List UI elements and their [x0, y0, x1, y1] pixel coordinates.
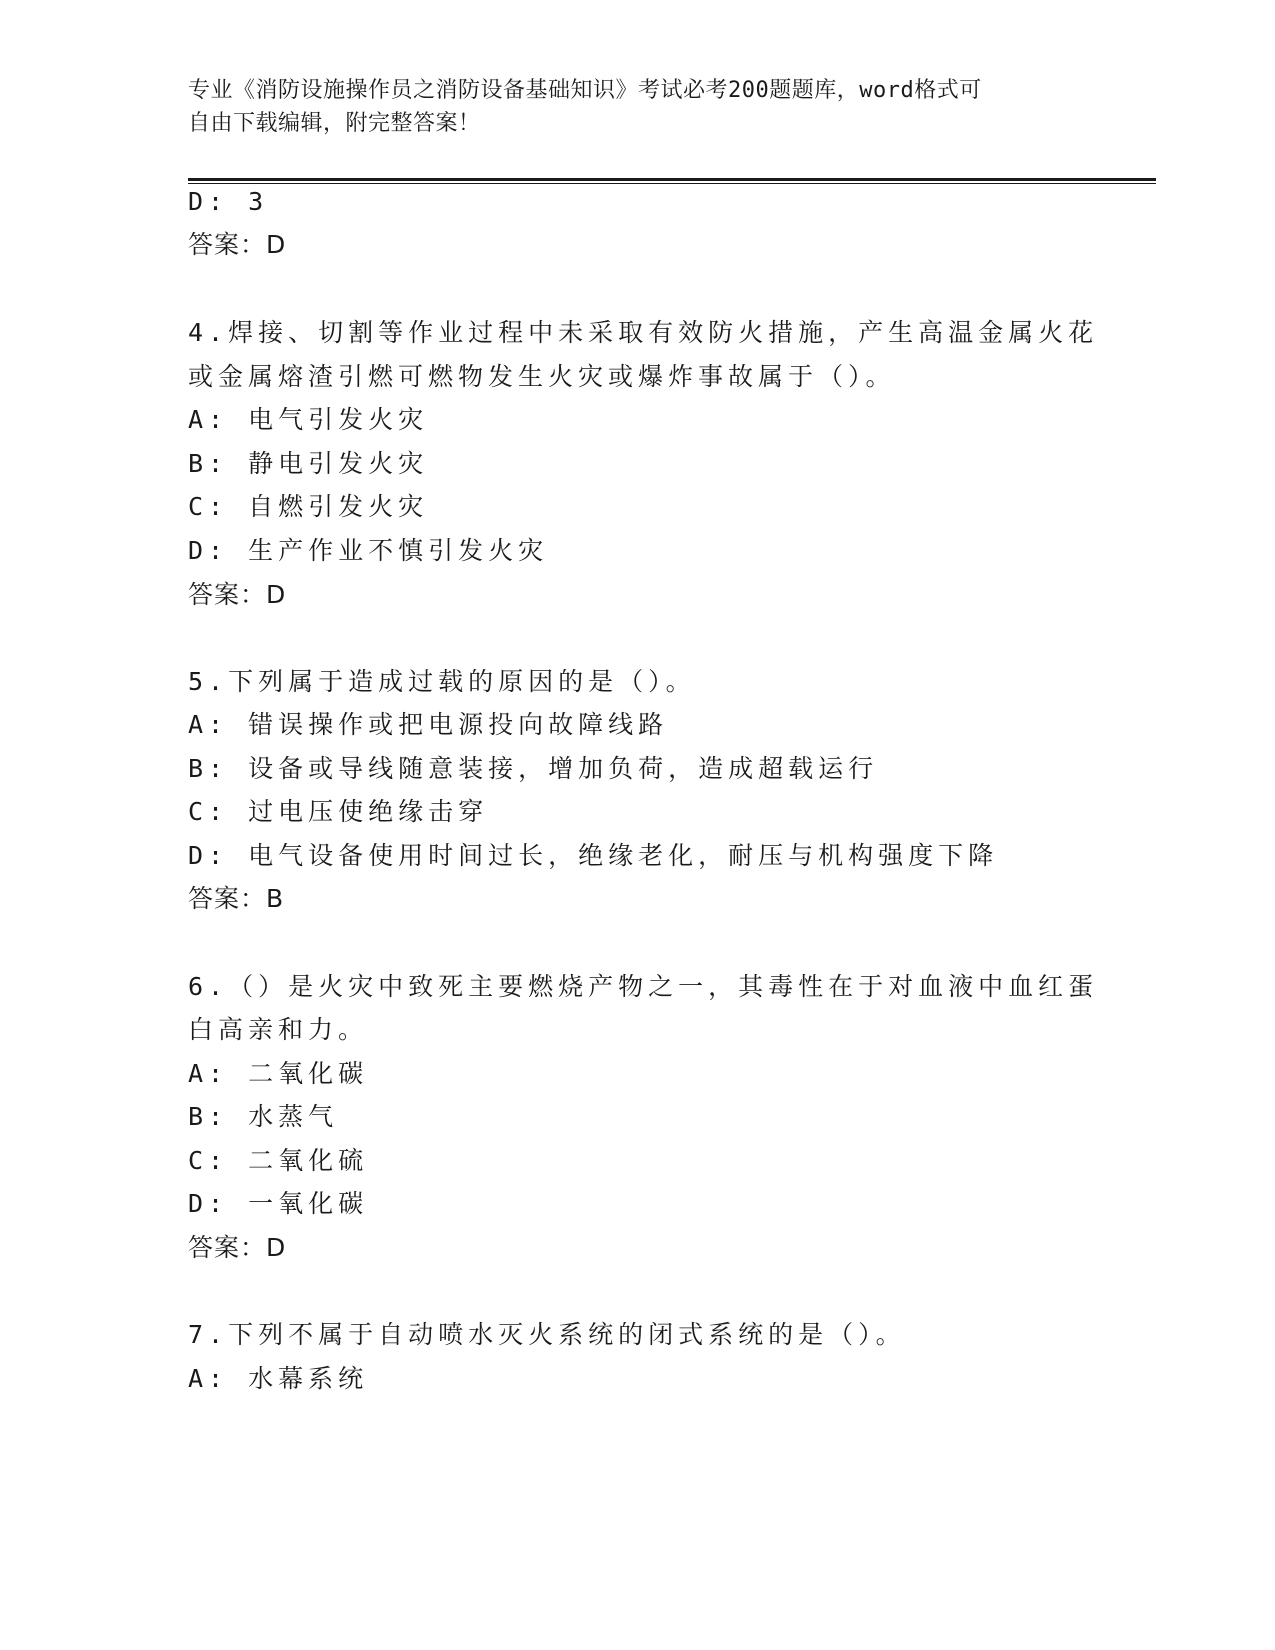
q4-question-line-1: 4.焊接、切割等作业过程中未采取有效防火措施，产生高温金属火花: [188, 318, 1099, 347]
q4-option-c: C: 自燃引发火灾: [188, 492, 429, 521]
q5-answer: 答案：B: [188, 884, 285, 913]
q6-question-line-2: 白高亲和力。: [188, 1015, 369, 1044]
q5-option-d: D: 电气设备使用时间过长，绝缘老化，耐压与机构强度下降: [188, 841, 999, 870]
header-divider-thick: [188, 178, 1156, 181]
q4-question-line-2: 或金属熔渣引燃可燃物发生火灾或爆炸事故属于（）。: [188, 362, 896, 391]
q5-option-c: C: 过电压使绝缘击穿: [188, 797, 489, 826]
q3-answer: 答案：D: [188, 230, 287, 259]
q5-option-a: A: 错误操作或把电源投向故障线路: [188, 710, 669, 739]
q4-answer: 答案：D: [188, 580, 287, 609]
q6-option-d: D: 一氧化碳: [188, 1189, 369, 1218]
q7-option-a: A: 水幕系统: [188, 1364, 369, 1393]
q5-question-line-1: 5.下列属于造成过载的原因的是（）。: [188, 667, 696, 696]
q6-question-line-1: 6.（）是火灾中致死主要燃烧产物之一，其毒性在于对血液中血红蛋: [188, 972, 1099, 1001]
q4-option-b: B: 静电引发火灾: [188, 449, 429, 478]
header-line-2: 自由下载编辑，附完整答案！: [188, 111, 481, 136]
q6-option-c: C: 二氧化硫: [188, 1146, 369, 1175]
q7-question-line-1: 7.下列不属于自动喷水灭火系统的闭式系统的是（）。: [188, 1320, 906, 1349]
header-divider-thin: [188, 183, 1156, 184]
q6-answer: 答案：D: [188, 1233, 287, 1262]
document-header: [188, 74, 1068, 140]
q6-option-b: B: 水蒸气: [188, 1102, 339, 1131]
q3-option-d: D: 3: [188, 187, 269, 216]
q5-option-b: B: 设备或导线随意装接，增加负荷，造成超载运行: [188, 754, 879, 783]
q4-option-a: A: 电气引发火灾: [188, 405, 429, 434]
q4-option-d: D: 生产作业不慎引发火灾: [188, 536, 549, 565]
q6-option-a: A: 二氧化碳: [188, 1059, 369, 1088]
header-line-1: 专业《消防设施操作员之消防设备基础知识》考试必考200题题库，word格式可: [188, 78, 982, 103]
